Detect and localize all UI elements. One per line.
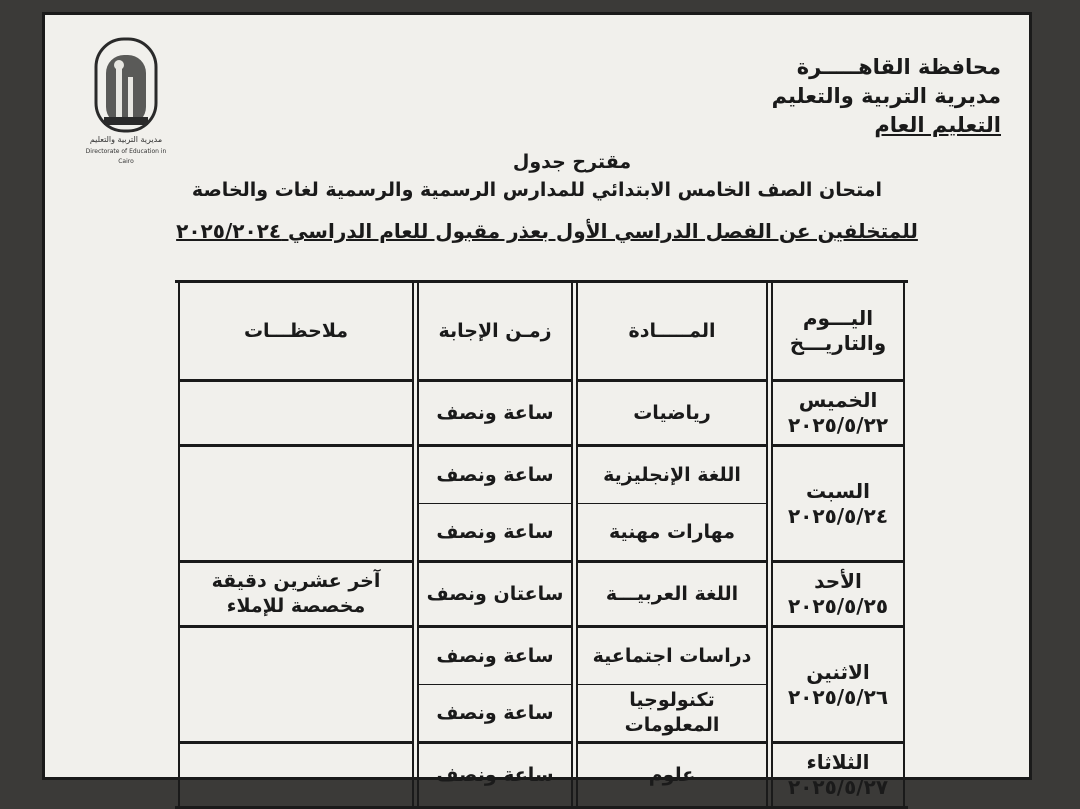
header-subject: المـــــادة [576, 283, 768, 382]
logo-caption-english: Directorate of Education in Cairo [85, 148, 167, 165]
subject-cell: رياضيات [576, 382, 768, 444]
table-row [178, 382, 905, 444]
notes-cell: آخر عشرين دقيقة مخصصة للإملاء [178, 563, 414, 625]
duration-cell: ساعة ونصف [417, 685, 573, 741]
exam-schedule-table [175, 280, 908, 809]
title-line-3: للمتخلفين عن الفصل الدراسي الأول بعذر مقبول للعام الدراسي ٢٠٢٥/٢٠٢٤ [176, 219, 918, 243]
document-title [45, 149, 1029, 245]
header-notes: ملاحظـــات [178, 283, 414, 382]
day-cell: الخميس ٢٠٢٥/٥/٢٢ [771, 382, 905, 444]
day-cell: الأحد ٢٠٢٥/٥/٢٥ [771, 563, 905, 625]
department-label: التعليم العام [874, 113, 1001, 137]
duration-cell: ساعة ونصف [417, 447, 573, 504]
notes-cell [178, 447, 414, 560]
directorate-logo [81, 37, 171, 165]
issuer-header [772, 53, 1001, 140]
directorate-label: مديرية التربية والتعليم [771, 84, 1001, 108]
title-line-2: امتحان الصف الخامس الابتدائي للمدارس الرسمية والرسمية لغات والخاصة [191, 179, 883, 201]
notes-cell [178, 382, 414, 444]
duration-cell: ساعة ونصف [417, 382, 573, 444]
day-cell: الاثنين ٢٠٢٥/٥/٢٦ [771, 628, 905, 741]
subject-cell: تكنولوجيا المعلومات [576, 685, 768, 741]
document-page [42, 12, 1032, 799]
day-cell: الثلاثاء ٢٠٢٥/٥/٢٧ [771, 744, 905, 806]
day-cell: السبت ٢٠٢٥/٥/٢٤ [771, 447, 905, 560]
subject-cell: مهارات مهنية [576, 504, 768, 560]
notes-cell [178, 744, 414, 806]
subject-cell: علوم [576, 744, 768, 806]
table-row [178, 744, 905, 806]
table-row [178, 628, 905, 685]
header-duration: زمـن الإجابة [417, 283, 573, 382]
subject-cell: دراسات اجتماعية [576, 628, 768, 685]
governorate-label: محافظة القاهـــــرة [796, 55, 1001, 79]
notes-cell [178, 628, 414, 741]
duration-cell: ساعة ونصف [417, 628, 573, 685]
table-row [178, 563, 905, 625]
header-day-date: اليـــوم والتاريـــخ [771, 283, 905, 382]
title-line-1: مقترح جدول [512, 151, 632, 173]
table-header-row [178, 283, 905, 382]
duration-cell: ساعة ونصف [417, 504, 573, 560]
duration-cell: ساعة ونصف [417, 744, 573, 806]
table-row [178, 447, 905, 504]
subject-cell: اللغة الإنجليزية [576, 447, 768, 504]
subject-cell: اللغة العربيـــة [576, 563, 768, 625]
logo-caption-arabic: مديرية التربية والتعليم [89, 135, 163, 144]
emblem-icon [94, 37, 158, 133]
duration-cell: ساعتان ونصف [417, 563, 573, 625]
